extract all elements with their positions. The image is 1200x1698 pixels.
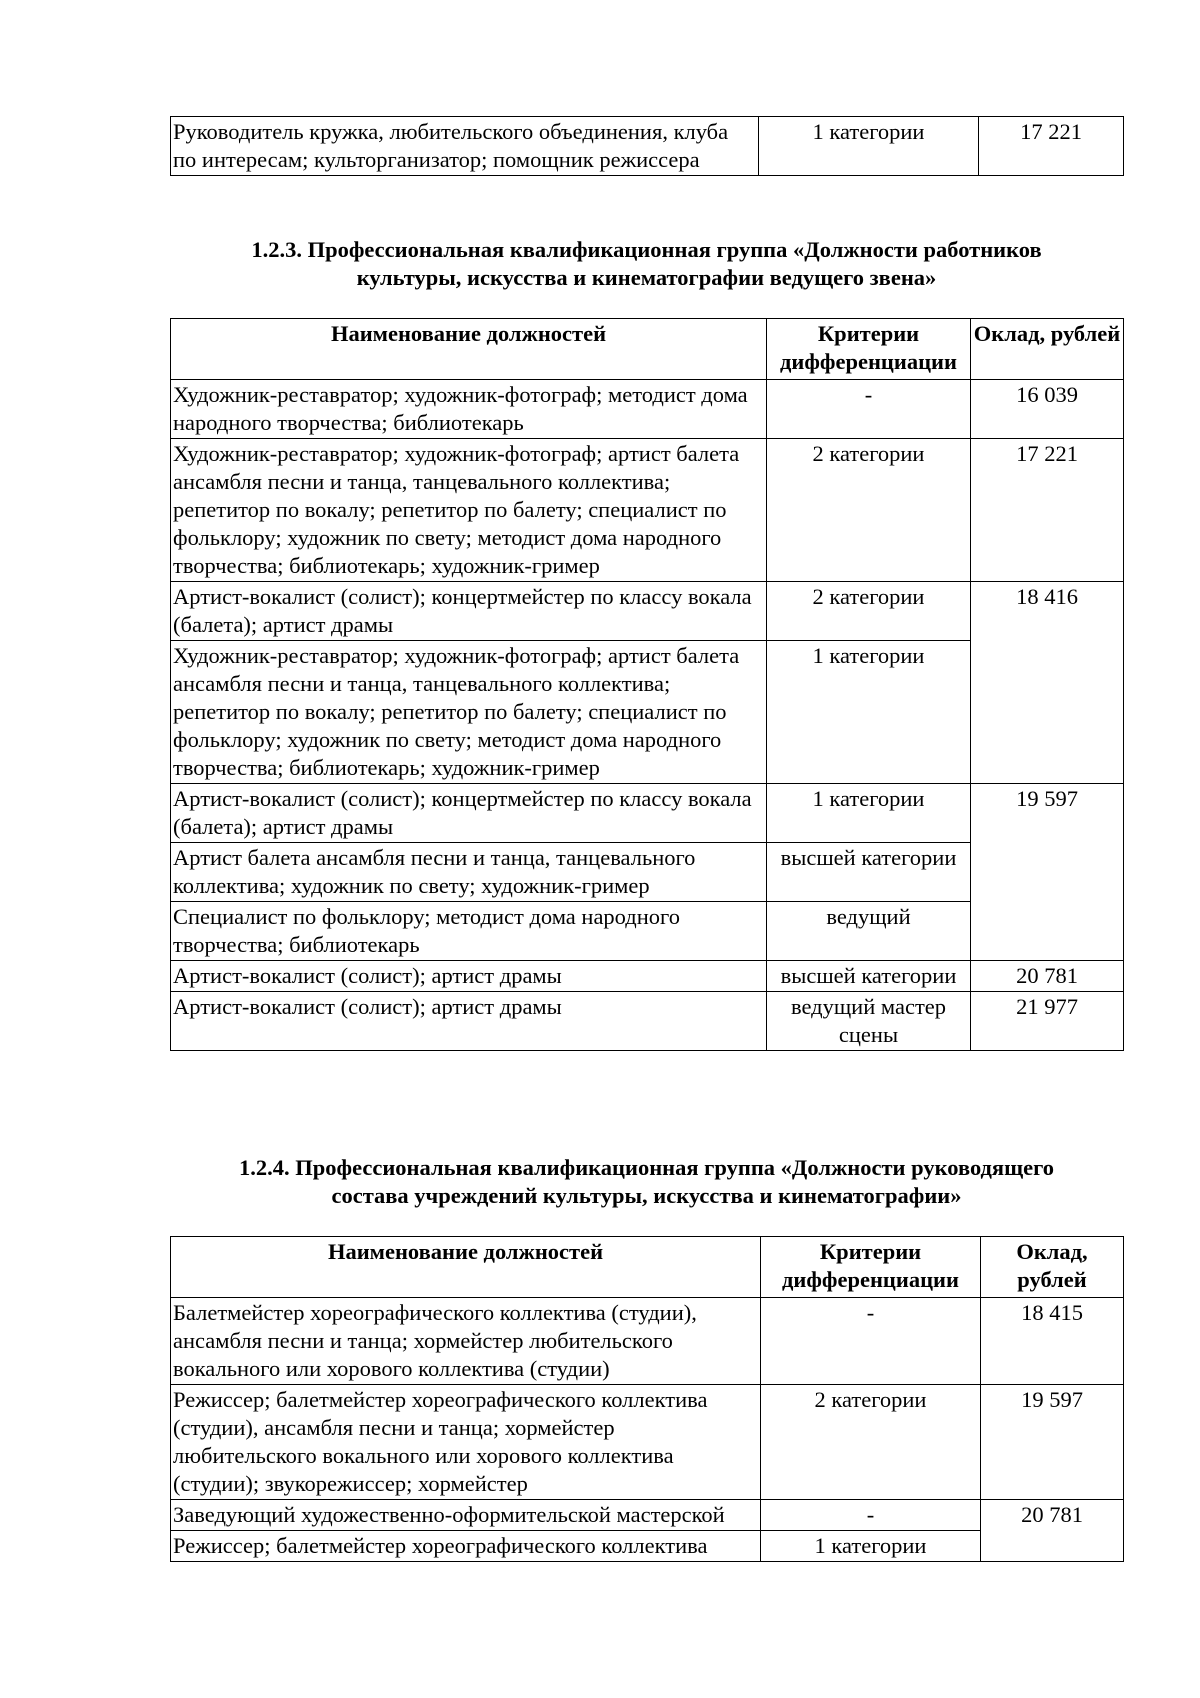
column-header-criteria: Критерии дифференциации — [761, 1237, 981, 1298]
heading-line: культуры, искусства и кинематографии ведущего звена» — [356, 265, 937, 290]
criteria-cell: высшей категории — [767, 843, 971, 902]
criteria-cell: ведущий — [767, 902, 971, 961]
criteria-cell: - — [767, 380, 971, 439]
table-row — [171, 1298, 1124, 1385]
table-row — [171, 961, 1124, 992]
table-header-row — [171, 1237, 1124, 1298]
criteria-cell: 1 категории — [759, 117, 979, 176]
position-cell: Артист-вокалист (солист); артист драмы — [171, 992, 767, 1051]
table-row — [171, 1385, 1124, 1500]
criteria-cell: - — [761, 1500, 981, 1531]
column-header-salary: Оклад, рублей — [971, 319, 1124, 380]
salary-cell: 17 221 — [979, 117, 1124, 176]
salary-cell: 19 597 — [981, 1385, 1124, 1500]
table-header-row — [171, 319, 1124, 380]
table-row — [171, 117, 1124, 176]
position-cell: Артист-вокалист (солист); концертмейстер по классу вокала (балета); артист драмы — [171, 582, 767, 641]
salary-cell: 19 597 — [971, 784, 1124, 961]
section-heading-1-2-4 — [170, 1154, 1123, 1210]
heading-line: 1.2.4. Профессиональная квалификационная группа «Должности руководящего — [239, 1155, 1054, 1180]
criteria-cell: 1 категории — [767, 784, 971, 843]
column-header-position: Наименование должностей — [171, 1237, 761, 1298]
table-row — [171, 992, 1124, 1051]
table-row — [171, 439, 1124, 582]
criteria-cell: ведущий мастер сцены — [767, 992, 971, 1051]
position-cell: Артист-вокалист (солист); артист драмы — [171, 961, 767, 992]
table-top — [170, 116, 1124, 176]
criteria-cell: высшей категории — [767, 961, 971, 992]
criteria-cell: 2 категории — [761, 1385, 981, 1500]
position-cell: Руководитель кружка, любительского объединения, клуба по интересам; культорганизатор; помощник режиссера — [171, 117, 759, 176]
salary-cell: 18 415 — [981, 1298, 1124, 1385]
column-header-position: Наименование должностей — [171, 319, 767, 380]
position-cell: Режиссер; балетмейстер хореографического коллектива (студии), ансамбля песни и танца; хормейстер любительского вокального или хорового коллектива (студии); звукорежиссер; хормейстер — [171, 1385, 761, 1500]
salary-cell: 16 039 — [971, 380, 1124, 439]
table-row — [171, 1500, 1124, 1531]
salary-cell: 20 781 — [971, 961, 1124, 992]
criteria-cell: 2 категории — [767, 582, 971, 641]
criteria-cell: 2 категории — [767, 439, 971, 582]
salary-cell: 17 221 — [971, 439, 1124, 582]
heading-line: 1.2.3. Профессиональная квалификационная группа «Должности работников — [251, 237, 1042, 262]
salary-cell: 18 416 — [971, 582, 1124, 784]
table-row — [171, 380, 1124, 439]
position-cell: Художник-реставратор; художник-фотограф; методист дома народного творчества; библиотекарь — [171, 380, 767, 439]
table-row — [171, 784, 1124, 843]
table-row — [171, 582, 1124, 641]
position-cell: Специалист по фольклору; методист дома народного творчества; библиотекарь — [171, 902, 767, 961]
column-header-salary: Оклад, рублей — [981, 1237, 1124, 1298]
position-cell: Балетмейстер хореографического коллектива (студии), ансамбля песни и танца; хормейстер любительского вокального или хорового коллектива (студии) — [171, 1298, 761, 1385]
table-1-2-3 — [170, 318, 1124, 1051]
position-cell: Артист балета ансамбля песни и танца, танцевального коллектива; художник по свету; художник-гример — [171, 843, 767, 902]
criteria-cell: - — [761, 1298, 981, 1385]
table-1-2-4 — [170, 1236, 1124, 1562]
position-cell: Артист-вокалист (солист); концертмейстер по классу вокала (балета); артист драмы — [171, 784, 767, 843]
position-cell: Художник-реставратор; художник-фотограф; артист балета ансамбля песни и танца, танцевального коллектива; репетитор по вокалу; репетитор по балету; специалист по фольклору; художник по свету; методист дома народного творчества; библиотекарь; художник-гример — [171, 439, 767, 582]
position-cell: Художник-реставратор; художник-фотограф; артист балета ансамбля песни и танца, танцевального коллектива; репетитор по вокалу; репетитор по балету; специалист по фольклору; художник по свету; методист дома народного творчества; библиотекарь; художник-гример — [171, 641, 767, 784]
criteria-cell: 1 категории — [767, 641, 971, 784]
salary-cell: 21 977 — [971, 992, 1124, 1051]
position-cell: Заведующий художественно-оформительской мастерской — [171, 1500, 761, 1531]
column-header-criteria: Критерии дифференциации — [767, 319, 971, 380]
salary-cell: 20 781 — [981, 1500, 1124, 1562]
position-cell: Режиссер; балетмейстер хореографического коллектива — [171, 1531, 761, 1562]
criteria-cell: 1 категории — [761, 1531, 981, 1562]
section-heading-1-2-3 — [170, 236, 1123, 292]
heading-line: состава учреждений культуры, искусства и кинематографии» — [331, 1183, 962, 1208]
